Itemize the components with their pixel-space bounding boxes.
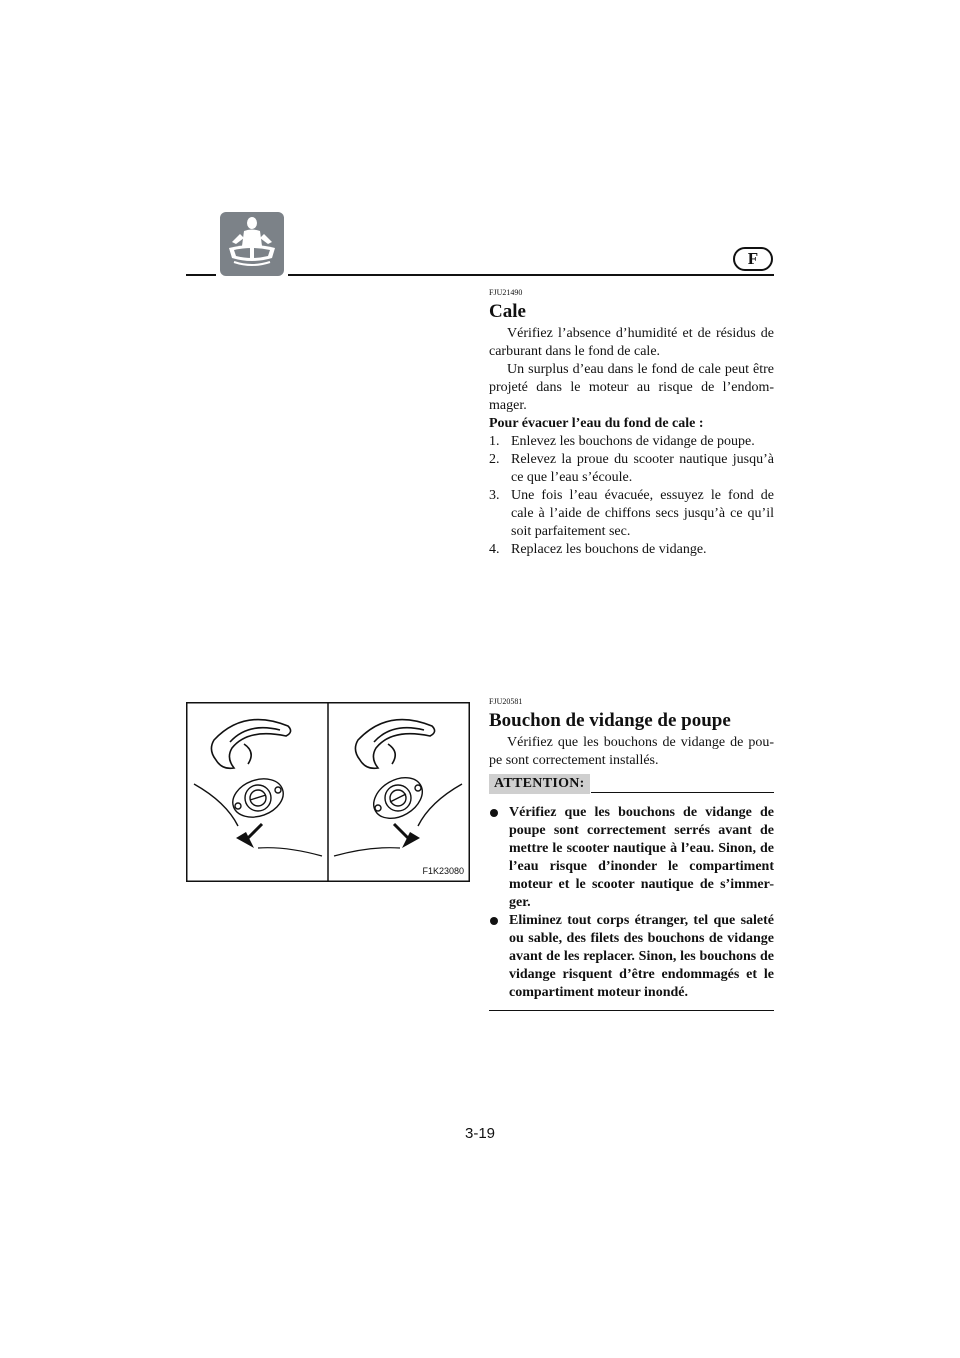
rider-on-watercraft-icon <box>220 212 284 276</box>
header-rule-right <box>288 274 774 276</box>
drain-plug-figure <box>186 702 470 882</box>
list-item <box>489 451 774 487</box>
paragraph: Vérifiez que les bouchons de vidange de pou-pe sont correctement installés. <box>489 735 774 768</box>
page-number: 3-19 <box>464 1125 496 1142</box>
bullet-icon <box>490 809 498 817</box>
steps-list <box>489 433 774 559</box>
list-item <box>489 912 774 1002</box>
bullet-text: Eliminez tout corps étranger, tel que saleté ou sable, des filets des bouchons de vidange avant de les replacer. Sinon, les bouchons de vidange risquent d’être endommagés et le compartiment moteur inondé. <box>509 913 774 1000</box>
list-item <box>489 804 774 912</box>
bullet-icon <box>490 917 498 925</box>
attention-label: ATTENTION: <box>489 774 590 794</box>
section-cale <box>489 288 774 559</box>
section-code: FJU21490 <box>489 288 523 297</box>
section-title: Bouchon de vidange de poupe <box>489 710 731 731</box>
step-number: 3. <box>489 488 500 503</box>
header-rule-left <box>186 274 216 276</box>
list-item <box>489 487 774 541</box>
attention-bullets <box>489 804 774 1002</box>
step-text: Replacez les bouchons de vidange. <box>511 542 707 557</box>
step-number: 1. <box>489 434 500 449</box>
list-item <box>489 541 774 559</box>
section-title: Cale <box>489 301 526 322</box>
attention-header <box>489 774 774 794</box>
figure-code: F1K23080 <box>422 866 464 876</box>
paragraph: Vérifiez l’absence d’humidité et de résidus de carburant dans le fond de cale. <box>489 326 774 359</box>
language-badge: F <box>733 247 773 271</box>
step-text: Une fois l’eau évacuée, essuyez le fond de cale à l’aide de chiffons secs jusqu’à ce qu’il soit parfaitement sec. <box>511 488 774 539</box>
attention-end-rule <box>489 1010 774 1011</box>
bullet-text: Vérifiez que les bouchons de vidange de poupe sont correctement serrés avant de mettre le scooter nautique à l’eau. Sinon, de l’eau risque d’inonder le compartiment moteur et le scooter nautique de s’immer-ger. <box>509 805 774 910</box>
section-bouchon <box>489 697 774 1011</box>
paragraph: Un surplus d’eau dans le fond de cale peut être projeté dans le moteur au risque de l’endom-mager. <box>489 362 774 413</box>
step-number: 4. <box>489 542 500 557</box>
attention-rule <box>591 792 774 793</box>
list-item <box>489 433 774 451</box>
step-text: Relevez la proue du scooter nautique jusqu’à ce que l’eau s’écoule. <box>511 452 774 485</box>
step-text: Enlevez les bouchons de vidange de poupe. <box>511 434 755 449</box>
section-code: FJU20581 <box>489 697 523 706</box>
subheading: Pour évacuer l’eau du fond de cale : <box>489 416 704 431</box>
step-number: 2. <box>489 452 500 467</box>
